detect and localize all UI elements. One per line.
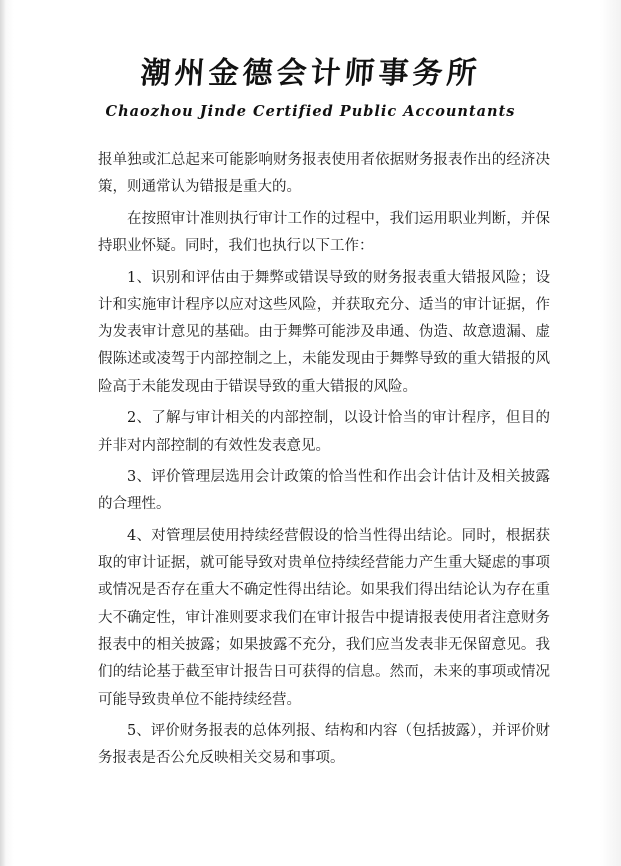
paragraph-item-2: 2、了解与审计相关的内部控制，以设计恰当的审计程序，但目的并非对内部控制的有效性发表意见。 [98,410,550,454]
firm-name-english: Chaozhou Jinde Certified Public Accountants [105,103,516,120]
paragraph-item-1: 1、识别和评估由于舞弊或错误导致的财务报表重大错报风险；设计和实施审计程序以应对这些风险，并获取充分、适当的审计证据，作为发表审计意见的基础。由于舞弊可能涉及串通、伪造、故意遗漏、虚假陈述或凌驾于内部控制之上，未能发现由于舞弊导致的重大错报的风险高于未能发现由于错误导致的重大错报的风险。 [98,269,550,395]
letterhead [0,54,621,122]
report-body [98,147,550,777]
paragraph-item-3: 3、评价管理层选用会计政策的恰当性和作出会计估计及相关披露的合理性。 [98,469,550,513]
scan-edge-shadow [0,0,6,866]
paragraph-audit-work-intro: 在按照审计准则执行审计工作的过程中，我们运用职业判断，并保持职业怀疑。同时，我们也执行以下工作： [98,210,550,255]
firm-name-chinese: 潮州金德会计师事务所 [139,56,482,91]
paragraph-item-5: 5、评价财务报表的总体列报、结构和内容（包括披露），并评价财务报表是否公允反映相关交易和事项。 [98,723,550,767]
paragraph-item-4: 4、对管理层使用持续经营假设的恰当性得出结论。同时，根据获取的审计证据，就可能导致对贵单位持续经营能力产生重大疑虑的事项或情况是否存在重大不确定性得出结论。如果我们得出结论认为存在重大不确定性，审计准则要求我们在审计报告中提请报表使用者注意财务报表中的相关披露；如果披露不充分，我们应当发表非无保留意见。我们的结论基于截至审计报告日可获得的信息。然而，未来的事项或情况可能导致贵单位不能持续经营。 [98,527,550,708]
paragraph-continuation: 报单独或汇总起来可能影响财务报表使用者依据财务报表作出的经济决策，则通常认为错报是重大的。 [98,152,550,196]
